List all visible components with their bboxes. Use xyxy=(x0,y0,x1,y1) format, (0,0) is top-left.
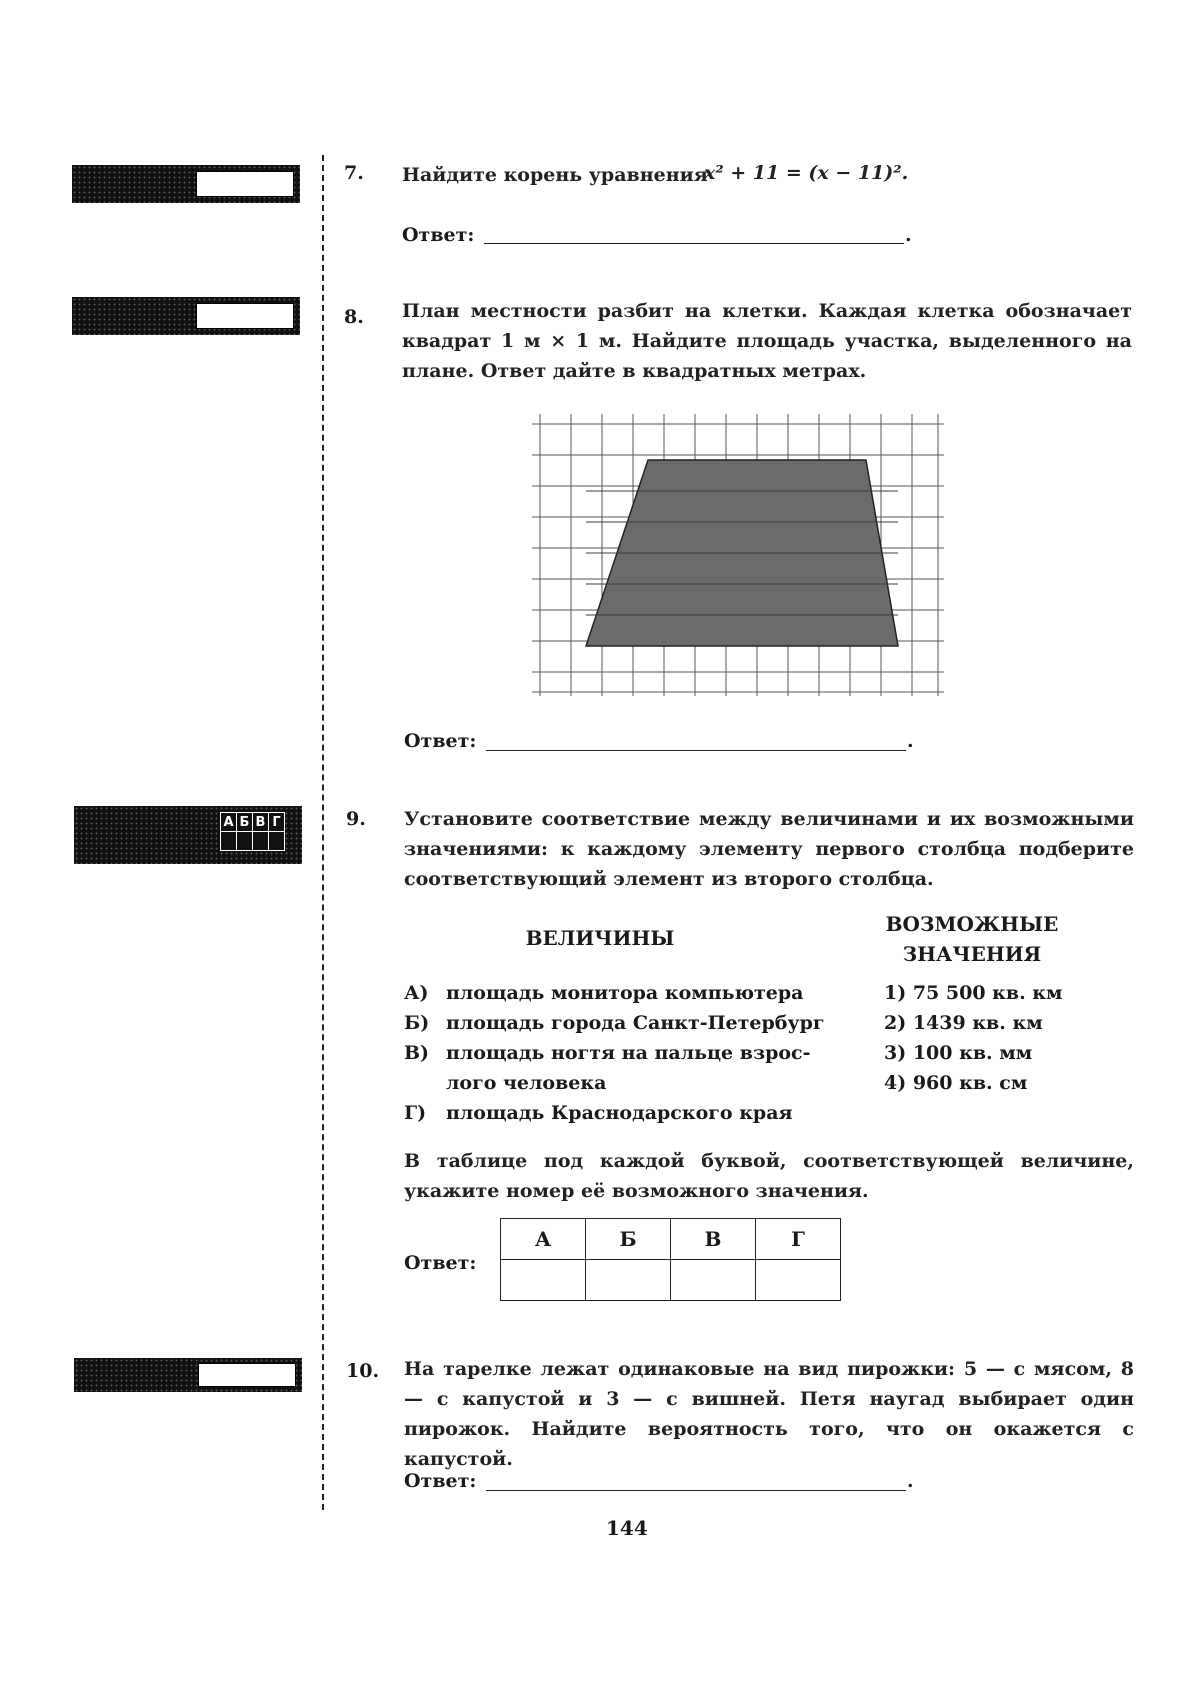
abvg-letter: Г xyxy=(269,813,285,832)
left-item-letter: А) xyxy=(404,982,429,1004)
right-item: 1) 75 500 кв. км xyxy=(884,982,1063,1004)
answer-field-7[interactable] xyxy=(196,171,294,197)
table-header-cell: Г xyxy=(756,1219,841,1260)
left-item-text: площадь города Санкт-Петербург xyxy=(446,1012,825,1034)
answer-line-7[interactable] xyxy=(484,243,904,244)
answer-box-7 xyxy=(72,165,300,203)
cut-line xyxy=(322,155,324,1510)
right-column-heading-2: ЗНАЧЕНИЯ xyxy=(902,942,1042,966)
abvg-cell[interactable] xyxy=(237,832,253,851)
left-item-text: лого человека xyxy=(446,1072,607,1094)
answer-table-9 xyxy=(500,1218,841,1301)
table-header-cell: Б xyxy=(586,1219,671,1260)
table-answer-cell[interactable] xyxy=(671,1260,756,1301)
left-item-letter: В) xyxy=(404,1042,430,1064)
table-answer-cell[interactable] xyxy=(586,1260,671,1301)
answer-dot-8: . xyxy=(907,730,914,752)
abvg-cell[interactable] xyxy=(253,832,269,851)
table-header-cell: А xyxy=(501,1219,586,1260)
question-7-text: Найдите корень уравнения xyxy=(402,164,708,186)
abvg-letter: Б xyxy=(237,813,253,832)
right-item: 2) 1439 кв. км xyxy=(884,1012,1043,1034)
abvg-cell[interactable] xyxy=(221,832,237,851)
table-header-cell: В xyxy=(671,1219,756,1260)
answer-line-8[interactable] xyxy=(486,750,906,751)
answer-label-7: Ответ: xyxy=(402,224,475,246)
left-item-letter: Г) xyxy=(404,1102,427,1124)
left-item-letter: Б) xyxy=(404,1012,430,1034)
right-column-heading-1: ВОЗМОЖНЫЕ xyxy=(885,912,1059,936)
answer-dot-7: . xyxy=(905,224,912,246)
question-8-text: План местности разбит на клетки. Каждая клетка обозначает квадрат 1 м × 1 м. Найдите площадь участка, выделенного на плане. Ответ дайте в квадратных метрах. xyxy=(402,300,1132,382)
answer-label-8: Ответ: xyxy=(404,730,477,752)
question-9-text: Установите соответствие между величинами и их возможными значениями: к каждому элементу первого столбца подберите соответствующий элемент из второго столбца. xyxy=(404,808,1134,890)
answer-box-10 xyxy=(74,1358,302,1392)
answer-line-10[interactable] xyxy=(486,1490,906,1491)
question-8-number: 8. xyxy=(344,306,364,328)
question-9-number: 9. xyxy=(346,808,366,830)
answer-box-8 xyxy=(72,297,300,335)
table-answer-cell[interactable] xyxy=(501,1260,586,1301)
question-7-number: 7. xyxy=(344,162,364,184)
left-item-text: площадь монитора компьютера xyxy=(446,982,804,1004)
abvg-cell[interactable] xyxy=(269,832,285,851)
abvg-grid[interactable] xyxy=(220,812,285,851)
answer-box-9 xyxy=(74,806,302,864)
abvg-letter: А xyxy=(221,813,237,832)
right-item: 3) 100 кв. мм xyxy=(884,1042,1033,1064)
answer-label-9: Ответ: xyxy=(404,1252,477,1274)
plan-figure xyxy=(532,414,944,696)
question-10-number: 10. xyxy=(346,1360,380,1382)
answer-label-10: Ответ: xyxy=(404,1470,477,1492)
table-answer-cell[interactable] xyxy=(756,1260,841,1301)
answer-field-10[interactable] xyxy=(198,1363,296,1387)
left-item-text: площадь ногтя на пальце взрос- xyxy=(446,1042,811,1064)
answer-dot-10: . xyxy=(907,1470,914,1492)
question-10-text: На тарелке лежат одинаковые на вид пирожки: 5 — с мясом, 8 — с капустой и 3 — с вишней. Петя наугад выбирает один пирожок. Найдите вероятность того, что он окажется с капустой. xyxy=(404,1358,1134,1470)
left-column-heading: ВЕЛИЧИНЫ xyxy=(525,926,675,950)
left-item-text: площадь Краснодарского края xyxy=(446,1102,793,1124)
question-9-instruction: В таблице под каждой буквой, соответствующей величине, укажите номер её возможного значения. xyxy=(404,1150,1134,1202)
question-7-equation: x² + 11 = (x − 11)². xyxy=(704,162,909,184)
page-number: 144 xyxy=(606,1516,648,1540)
answer-field-8[interactable] xyxy=(196,303,294,329)
abvg-letter: В xyxy=(253,813,269,832)
right-item: 4) 960 кв. см xyxy=(884,1072,1028,1094)
